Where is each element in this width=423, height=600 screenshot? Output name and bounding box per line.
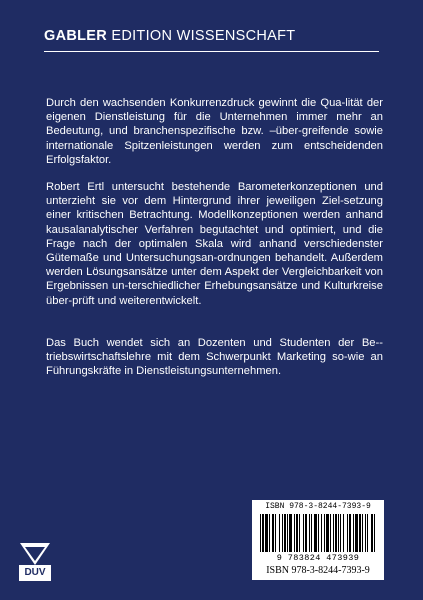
isbn-bottom: ISBN 978-3-8244-7393-9	[266, 565, 370, 576]
series-title	[44, 28, 295, 44]
duv-logo	[18, 541, 52, 583]
duv-logo-text: DUV	[24, 567, 46, 578]
blurb-paragraph-3: Das Buch wendet sich an Dozenten und Studenten der Be-triebswirtschaftslehre mit dem Schwerpunkt Marketing so-wie an Führungskräfte in Dienstleistungsunternehmen.	[46, 337, 383, 378]
blurb-paragraph-2: Robert Ertl untersucht bestehende Barometerkonzeptionen und unterzieht sie vor dem Hintergrund ihrer jeweiligen Ziel-setzung einer kritischen Betrachtung. Modellkonzeptionen werden anhand kausalanalytischer Verfahren begutachtet und optimiert, und die Frage nach der optimalen Skala wird anhand verschiedenster Gütemaße und Untersuchungsan-ordnungen behandelt. Außerdem werden Lösungsansätze unter dem Aspekt der Vergleichbarkeit von Ergebnissen un-terschiedlicher Erhebungsansätze und Kulturkreise über-prüft und weiterentwickelt.	[46, 181, 383, 307]
barcode-label	[252, 500, 384, 580]
series-header	[0, 0, 423, 61]
barcode-digits: 9 783824 473939	[276, 553, 360, 563]
series-brand: GABLER	[44, 28, 108, 44]
series-name: EDITION WISSENSCHAFT	[107, 28, 296, 44]
blurb-paragraph-1: Durch den wachsenden Konkurrenzdruck gewinnt die Qua-lität der eigenen Dienstleistung für die Unternehmen immer mehr an Bedeutung, und branchenspezifische bzw. –über-greifende sowie internationale Spitzenleistungen werden zum entscheidenden Erfolgsfaktor.	[46, 97, 383, 166]
header-rule	[44, 51, 379, 52]
isbn-top: ISBN 978-3-8244-7393-9	[265, 502, 371, 511]
barcode-image	[256, 514, 380, 554]
